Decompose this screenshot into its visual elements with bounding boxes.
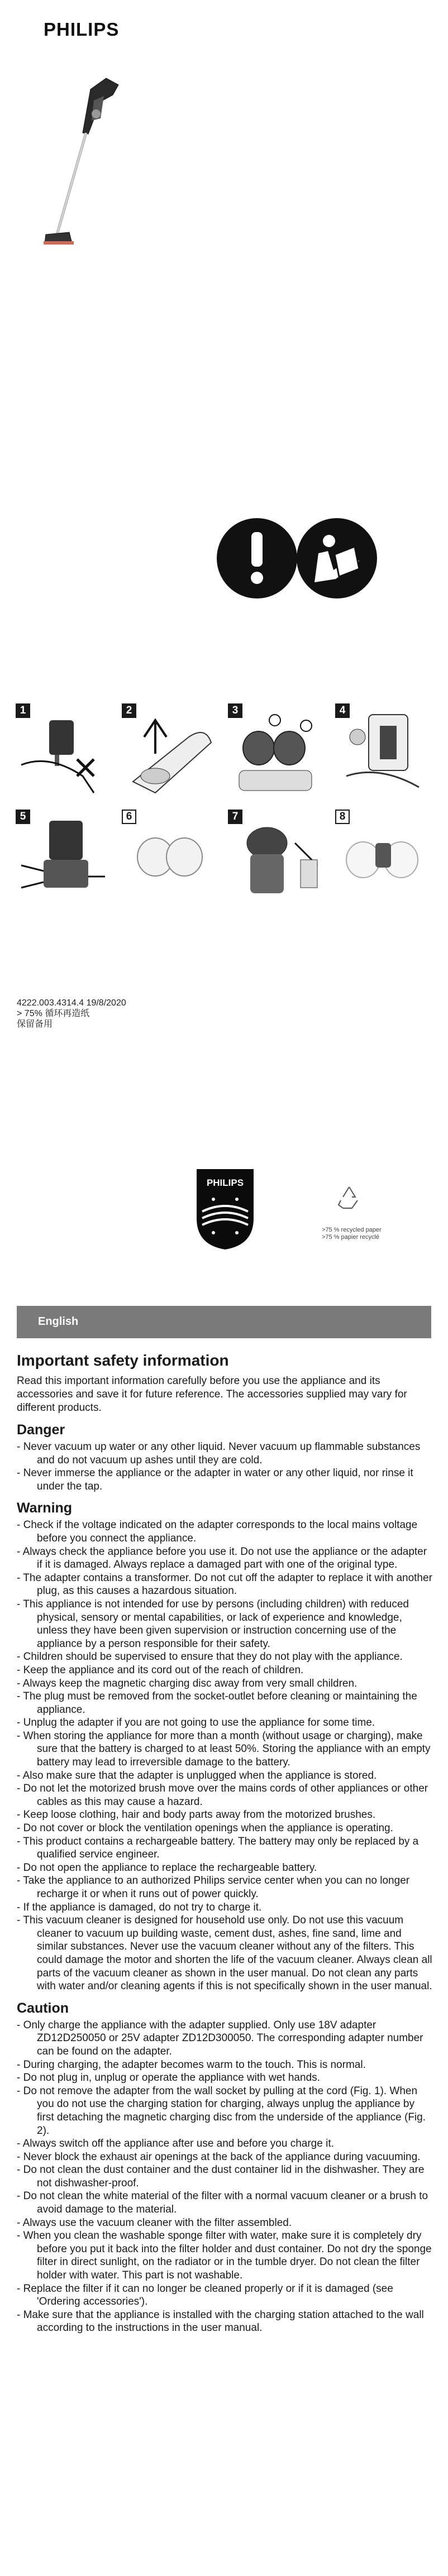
list-item: - This product contains a rechargeable battery. The battery may only be replaced by a qualified service engineer. [17, 1835, 433, 1861]
figure-number: 7 [228, 810, 242, 824]
list-item: - Do not let the motorized brush move over the mains cords of other appliances or other cables as this may cause a hazard. [17, 1782, 433, 1808]
list-item: - Always check the appliance before you use it. Do not use the appliance or the adapter if it is damaged. Always replace a damaged part with one of the original type. [17, 1545, 433, 1572]
list-item: - If the appliance is damaged, do not try to charge it. [17, 1901, 433, 1914]
list-item: - Always use the vacuum cleaner with the filter assembled. [17, 2216, 433, 2230]
exclamation-icon [217, 518, 297, 598]
shield-brand: PHILIPS [206, 1177, 244, 1188]
list-item: - Check if the voltage indicated on the adapter corresponds to the local mains voltage before you connect the appliance. [17, 1519, 433, 1545]
list-item: - Only charge the appliance with the adapter supplied. Only use 18V adapter ZD12D250050 or 25V adapter ZD12D300050. The corresponding adapter number can be found on the adapter. [17, 2019, 433, 2058]
list-item: - Also make sure that the adapter is unplugged when the appliance is stored. [17, 1769, 433, 1783]
figure-number: 6 [122, 810, 136, 824]
list-item: - Children should be supervised to ensure that they do not play with the appliance. [17, 1650, 433, 1664]
figure-number: 5 [16, 810, 30, 824]
figure-3 [228, 703, 323, 798]
list-item: - Keep loose clothing, hair and body parts away from the motorized brushes. [17, 1808, 433, 1822]
list-item: - Replace the filter if it can no longer be cleaned properly or if it is damaged (see 'Ordering accessories'). [17, 2282, 433, 2309]
figure-5 [16, 810, 111, 904]
recycle-icon [335, 1184, 363, 1212]
document-code-block [17, 998, 126, 1030]
safety-intro: Read this important information carefully before you use the appliance and its accessories and save it for future reference. The accessories supplied may vary for different products. [17, 1375, 407, 1414]
list-item: - This appliance is not intended for use by persons (including children) with reduced physical, sensory or mental capabilities, or lack of experience and knowledge, unless they have been given supervision or instruction concerning use of the appliance by a person responsible for their safety. [17, 1598, 433, 1650]
safety-title: Important safety information [17, 1352, 229, 1369]
list-item: - During charging, the adapter becomes warm to the touch. This is normal. [17, 2058, 433, 2072]
recycled-paper-cn: > 75% 循环再造纸 [17, 1009, 90, 1018]
figure-6 [122, 810, 217, 904]
figure-4 [335, 703, 430, 798]
figure-number: 4 [335, 703, 350, 718]
figure-number: 8 [335, 810, 350, 824]
list-item: - Do not cover or block the ventilation openings when the appliance is operating. [17, 1822, 433, 1835]
figure-number: 2 [122, 703, 136, 718]
warning-list [17, 1519, 433, 1993]
danger-list [17, 1440, 433, 1493]
warning-icons [215, 516, 377, 600]
figure-7 [228, 810, 323, 904]
list-item: - Never immerse the appliance or the adapter in water or any other liquid, nor rinse it under the tap. [17, 1467, 433, 1493]
recycle-line-1: >75 % recycled paper [322, 1227, 382, 1233]
manual-content [17, 1351, 433, 2335]
recycle-text [322, 1227, 382, 1241]
list-item: - Never vacuum up water or any other liquid. Never vacuum up flammable substances and do not vacuum up ashes until they are cold. [17, 1440, 433, 1467]
philips-shield-logo [194, 1167, 256, 1251]
caution-heading: Caution [17, 2000, 69, 2016]
danger-heading: Danger [17, 1422, 65, 1438]
figure-1 [16, 703, 111, 798]
vacuum-illustration [35, 67, 134, 261]
list-item: - Always keep the magnetic charging disc away from very small children. [17, 1677, 433, 1691]
list-item: - This vacuum cleaner is designed for household use only. Do not use this vacuum cleaner to vacuum up building waste, cement dust, ashes, fine sand, lime and similar substances. Never use the vacuum cleaner without any of the filters. This could damage the motor and shorten the life of the vacuum cleaner. Always clean all parts of the vacuum cleaner as shown in the user manual. Do not clean any parts with water and/or cleaning agents if this is not specifically shown in the user manual. [17, 1914, 433, 1993]
recycle-line-2: >75 % papier recyclé [322, 1234, 380, 1241]
list-item: - Do not open the appliance to replace the rechargeable battery. [17, 1861, 433, 1875]
caution-list [17, 2019, 433, 2335]
list-item: - Do not plug in, unplug or operate the appliance with wet hands. [17, 2071, 433, 2085]
list-item: - When you clean the washable sponge filter with water, make sure it is completely dry before you put it back into the filter holder and dust container. Do not dry the sponge filter in direct sunlight, on the radiator or in the tumble dryer. Do not clean the filter holder with water. This part is not washable. [17, 2229, 433, 2282]
list-item: - Do not clean the white material of the filter with a normal vacuum cleaner or a brush to avoid damage to the material. [17, 2190, 433, 2216]
figure-number: 1 [16, 703, 30, 718]
list-item: - Keep the appliance and its cord out of the reach of children. [17, 1664, 433, 1677]
list-item: - Always switch off the appliance after use and before you charge it. [17, 2137, 433, 2151]
language-label: English [38, 1315, 79, 1328]
list-item: - Unplug the adapter if you are not going to use the appliance for some time. [17, 1716, 433, 1730]
list-item: - Take the appliance to an authorized Philips service center when you can no longer recharge it or when it runs out of power quickly. [17, 1874, 433, 1900]
list-item: - The adapter contains a transformer. Do not cut off the adapter to replace it with another plug, as this causes a hazardous situation. [17, 1572, 433, 1598]
figure-2 [122, 703, 217, 798]
list-item: - The plug must be removed from the socket-outlet before cleaning or maintaining the appliance. [17, 1690, 433, 1716]
brand-logo: PHILIPS [44, 19, 120, 40]
figure-number: 3 [228, 703, 242, 718]
keep-for-reference-cn: 保留备用 [17, 1019, 53, 1029]
document-code: 4222.003.4314.4 19/8/2020 [17, 998, 126, 1008]
list-item: - When storing the appliance for more than a month (without usage or charging), make sure that the battery is charged to at least 50%. Storing the appliance with an empty battery may lead to irreversible damage to the battery. [17, 1730, 433, 1769]
read-manual-icon [297, 518, 377, 598]
list-item: - Do not remove the adapter from the wall socket by pulling at the cord (Fig. 1). When you do not use the charging station for charging, always unplug the appliance by first detaching the magnetic charging disc from the underside of the appliance (Fig. 2). [17, 2085, 433, 2137]
list-item: - Never block the exhaust air openings at the back of the appliance during vacuuming. [17, 2151, 433, 2164]
figure-8 [335, 810, 430, 904]
list-item: - Make sure that the appliance is installed with the charging station attached to the wall according to the instructions in the user manual. [17, 2309, 433, 2335]
list-item: - Do not clean the dust container and the dust container lid in the dishwasher. They are not dishwasher-proof. [17, 2163, 433, 2190]
language-bar [17, 1306, 431, 1338]
warning-heading: Warning [17, 1500, 73, 1516]
